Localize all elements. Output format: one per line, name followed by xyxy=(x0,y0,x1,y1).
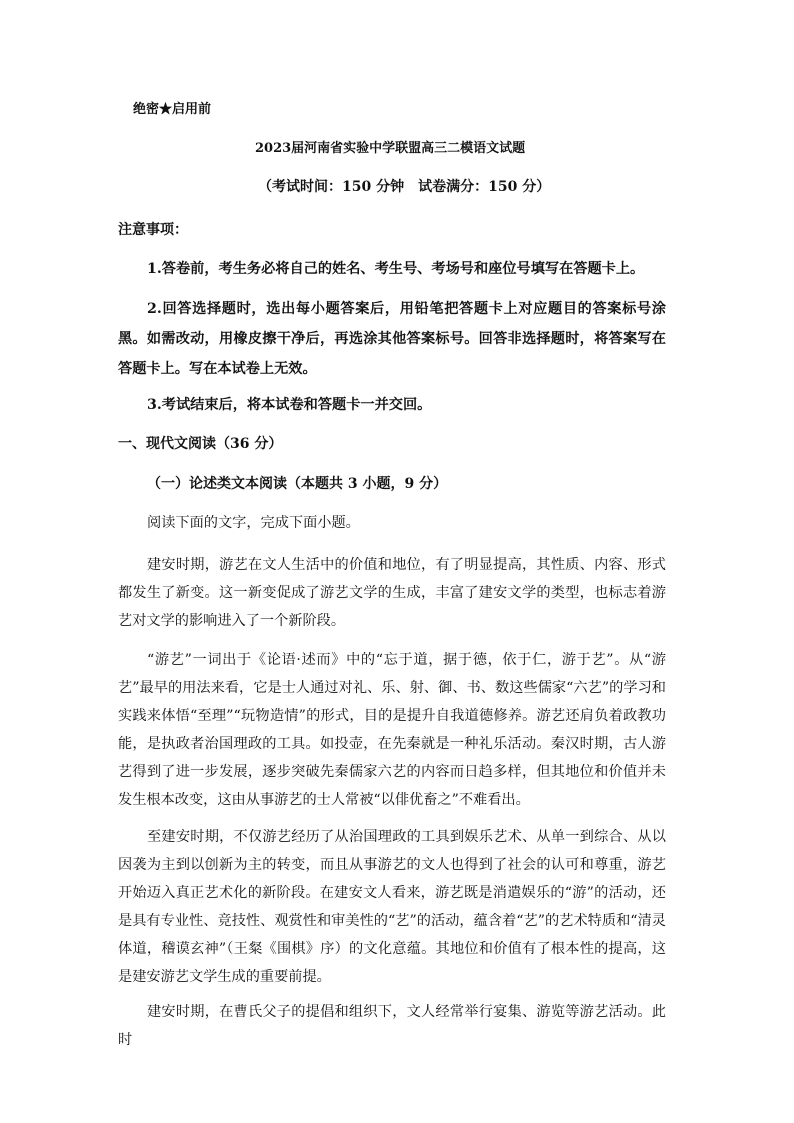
notice-item-2: 2.回答选择题时，选出每小题答案后，用铅笔把答题卡上对应题目的答案标号涂黑。如需改动，用橡皮擦干净后，再选涂其他答案标号。回答非选择题时，将答案写在答题卡上。写在本试卷上无效。 xyxy=(118,301,666,377)
exam-title: 2023届河南省实验中学联盟高三二模语文试题 xyxy=(255,141,526,156)
notice-item-1: 1.答卷前，考生务必将自己的姓名、考生号、考场号和座位号填写在答题卡上。 xyxy=(147,261,645,277)
section-subheading: （一）论述类文本阅读（本题共 3 小题，9 分） xyxy=(147,476,448,492)
passage-paragraph-3: 至建安时期，不仅游艺经历了从治国理政的工具到娱乐艺术、从单一到综合、从以因袭为主到以创新为主的转变，而且从事游艺的文人也得到了社会的认可和尊重，游艺开始迈入真正艺术化的新阶段。在建安文人看来，游艺既是消遣娱乐的“游”的活动，还是具有专业性、竞技性、观赏性和审美性的“艺”的活动，蕴含着“艺”的艺术特质和“清灵体道，稽谟玄神”（王粲《围棋》序）的文化意蕴。其地位和价值有了根本性的提高，这是建安游艺文学生成的重要前提。 xyxy=(118,829,666,985)
notice-item-3: 3.考试结束后，将本试卷和答题卡一并交回。 xyxy=(147,397,432,413)
exam-info: （考试时间：150 分钟 试卷满分：150 分） xyxy=(258,179,551,195)
passage-paragraph-1: 建安时期，游艺在文人生活中的价值和地位，有了明显提高，其性质、内容、形式都发生了新变。这一新变促成了游艺文学的生成，丰富了建安文学的类型，也标志着游艺对文学的影响进入了一个新阶段。 xyxy=(118,557,666,629)
passage-paragraph-2: “游艺”一词出于《论语·述而》中的“忘于道，据于德，依于仁，游于艺”。从“游艺”最早的用法来看，它是士人通过对礼、乐、射、御、书、数这些儒家“六艺”的学习和实践来体悟“至理”“玩物造情”的形式，目的是提升自我道德修养。游艺还肩负着政教功能，是执政者治国理政的工具。如投壶，在先秦就是一种礼乐活动。秦汉时期，古人游艺得到了进一步发展，逐步突破先秦儒家六艺的内容而日趋多样，但其地位和价值并未发生根本改变，这由从事游艺的士人常被“以俳优畜之”不难看出。 xyxy=(118,652,666,808)
section-heading: 一、现代文阅读（36 分） xyxy=(118,436,283,452)
reading-instruction: 阅读下面的文字，完成下面小题。 xyxy=(147,515,360,531)
passage-paragraph-4: 建安时期，在曹氏父子的提倡和组织下，文人经常举行宴集、游览等游艺活动。此时 xyxy=(118,1004,666,1048)
confidential-label: 绝密★启用前 xyxy=(133,102,212,117)
notice-heading: 注意事项： xyxy=(118,222,188,238)
